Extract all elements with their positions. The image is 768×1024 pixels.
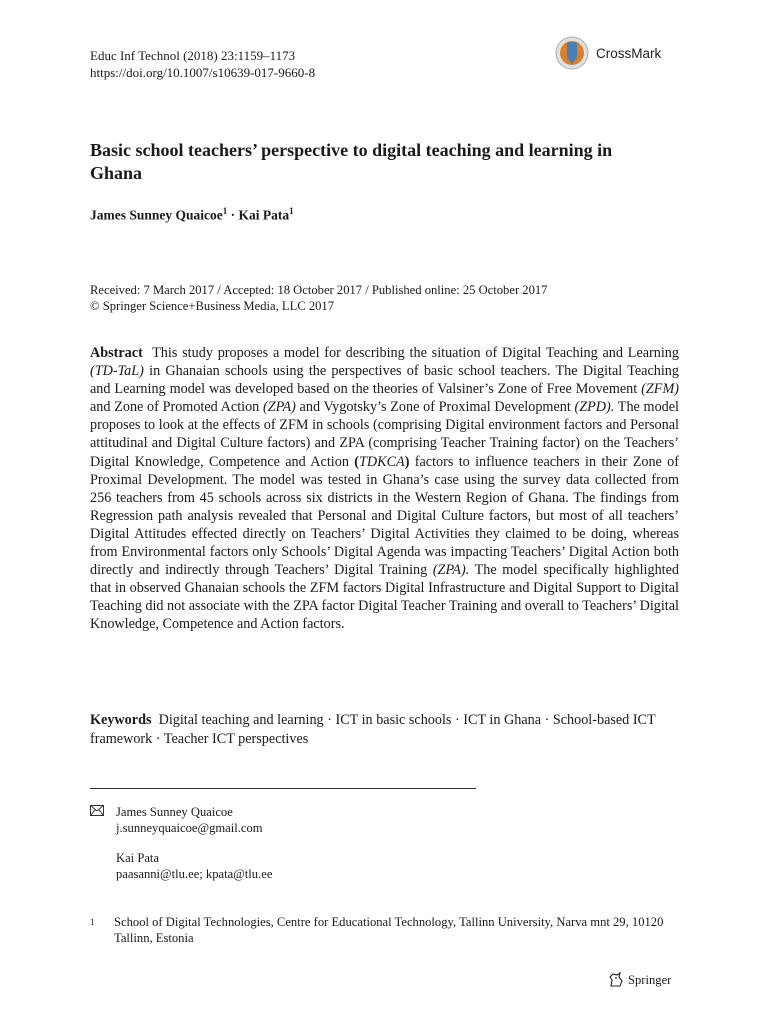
abstract-text: The model specifically highlighted that in observed Ghanaian schools the ZFM factors Digital Infrastructure and Digital Support to Digital Teaching did not associate with the ZPA factor Digital Teacher Training and overall to Teachers’ Digital Knowledge, Competence and Action factors. xyxy=(90,562,680,633)
correspondence-block xyxy=(90,804,272,882)
abstract-label: Abstract xyxy=(90,345,143,361)
keywords-text: Digital teaching and learning · ICT in basic schools · ICT in Ghana · School-based ICT framework · Teacher ICT perspectives xyxy=(90,712,656,747)
envelope-icon xyxy=(90,804,116,820)
abstract-text: The model proposes to look at the effects of ZFM in schools (comprising Digital environment factors and Personal attitudinal and Digital Culture factors) and ZPA (comprising Teacher Training factor) on the Teachers’ Digital Knowledge, Competence and Action xyxy=(90,399,680,470)
keywords-label: Keywords xyxy=(90,712,152,728)
affiliation-text: School of Digital Technologies, Centre for Educational Technology, Tallinn University, Narva mnt 29, 10120 Tallinn, Estonia xyxy=(114,915,664,945)
abstract-term: (ZPA). xyxy=(432,562,470,579)
springer-horse-icon xyxy=(608,972,624,988)
publication-dates xyxy=(90,282,547,314)
affiliation-footnote xyxy=(90,914,680,946)
corresponding-author-name: James Sunney Quaicoe xyxy=(116,805,233,819)
abstract-paren: ) xyxy=(404,453,410,470)
affiliation-number: 1 xyxy=(90,917,95,927)
crossmark-label: CrossMark xyxy=(596,45,662,61)
abstract-text: This study proposes a model for describing the situation of Digital Teaching and Learning xyxy=(152,345,679,361)
dates-line: Received: 7 March 2017 / Accepted: 18 October 2017 / Published online: 25 October 2017 xyxy=(90,283,548,297)
abstract-text: factors to influence teachers in their Zone of Proximal Development. The model was tested in Ghana’s case using the survey data collected from 256 teachers from 45 schools across six districts in the Western Region of Ghana. The findings from Regression path analysis revealed that Personal and Digital Culture factors, but most of all teachers’ Digital Attitudes effected directly on Teachers’ Digital Activities they claimed to be doing, whereas from Environmental factors only Schools’ Digital Agenda was impacting Teachers’ Digital Action both directly and indirectly through Teachers’ Digital Training xyxy=(90,453,680,579)
author-name: Kai Pata xyxy=(238,207,290,223)
author-affil-ref: 1 xyxy=(289,206,294,216)
abstract-text: and Zone of Promoted Action xyxy=(90,399,263,416)
abstract xyxy=(90,344,679,634)
abstract-term: (ZPA) xyxy=(263,399,296,416)
abstract-paren: ( xyxy=(354,453,359,470)
abstract-term: (ZPD). xyxy=(574,399,615,416)
footnote-divider xyxy=(90,788,476,789)
publisher-mark xyxy=(608,972,671,988)
abstract-text: in Ghanaian schools using the perspectives of basic school teachers. The Digital Teaching and Learning model was developed based on the theories of Valsiner’s Zone of Free Movement xyxy=(90,363,679,398)
author-email[interactable]: paasanni@tlu.ee; kpata@tlu.ee xyxy=(116,867,273,881)
publisher-name: Springer xyxy=(628,972,672,987)
journal-citation xyxy=(90,47,315,81)
article-title: Basic school teachers’ perspective to digital teaching and learning in Ghana xyxy=(90,140,613,183)
author-email[interactable]: j.sunneyquaicoe@gmail.com xyxy=(116,821,263,835)
abstract-term: (TD-TaL) xyxy=(90,363,144,380)
abstract-text: and Vygotsky’s Zone of Proximal Development xyxy=(295,399,575,416)
author-separator: · xyxy=(230,207,236,223)
author-name: James Sunney Quaicoe xyxy=(90,207,223,223)
abstract-term: (ZFM) xyxy=(641,381,679,398)
keywords xyxy=(90,711,679,749)
copyright-line: © Springer Science+Business Media, LLC 2017 xyxy=(90,299,335,313)
crossmark-badge[interactable] xyxy=(554,33,661,73)
crossmark-icon xyxy=(554,33,590,73)
abstract-term: TDKCA xyxy=(358,453,405,470)
author-affil-ref: 1 xyxy=(222,206,228,216)
coauthor-name: Kai Pata xyxy=(116,851,160,865)
journal-line: Educ Inf Technol (2018) 23:1159–1173 xyxy=(90,48,296,63)
author-list xyxy=(90,206,294,224)
doi-link[interactable]: https://doi.org/10.1007/s10639-017-9660-8 xyxy=(90,65,316,80)
